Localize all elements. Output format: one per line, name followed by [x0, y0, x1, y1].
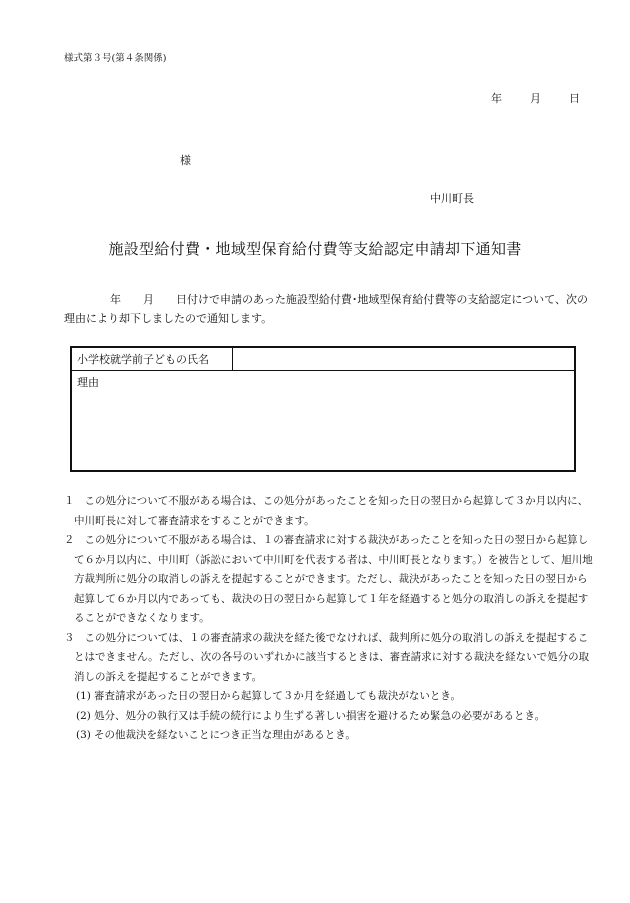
issuer: 中川町長	[430, 192, 474, 205]
note-text: この処分については、１の審査請求の裁決を経た後でなければ、裁判所に処分の取消しの訴えを提起することはできません。ただし、次の各号のいずれかに該当するときは、審査請求に対する裁決を経ないで処分の取消しの訴えを提起することができます。	[74, 631, 590, 683]
reason-cell	[71, 371, 575, 472]
intro-paragraph	[64, 290, 594, 328]
note-item	[64, 492, 594, 531]
addressee-suffix: 様	[180, 154, 191, 167]
note-number: ２	[64, 534, 75, 546]
note-number: １	[64, 495, 75, 507]
note-item	[64, 629, 594, 688]
form-number: 様式第３号(第４条関係)	[64, 53, 167, 64]
intro-month: 月	[143, 293, 154, 306]
sub-item-text: 処分、処分の執行又は手続の続行により生ずる著しい損害を避けるため緊急の必要があるとき。	[94, 709, 546, 722]
note-number: ３	[64, 631, 75, 644]
note-item	[64, 531, 594, 629]
sub-item	[64, 687, 594, 707]
date-month: 月	[530, 92, 541, 105]
note-text: この処分について不服がある場合は、１の審査請求に対する裁決があったことを知った日の翌日から起算して６か月以内に、中川町（訴訟において中川町を代表する者は、中川町長となります。）を被告として、旭川地方裁判所に処分の取消しの訴えを提起することができます。ただし、裁決があったことを知った日の翌日から起算して６か月以内であっても、裁決の日の翌日から起算して１年を経過すると処分の取消しの訴えを提起することができなくなります。	[74, 534, 593, 624]
sub-item-number: (3)	[76, 729, 91, 741]
note-text: この処分について不服がある場合は、この処分があったことを知った日の翌日から起算して３か月以内に、中川町長に対して審査請求をすることができます。	[74, 495, 589, 527]
intro-year: 年	[110, 293, 121, 306]
notes-section	[64, 492, 594, 746]
sub-item-number: (1)	[76, 690, 91, 702]
sub-item	[64, 707, 594, 727]
child-name-label: 小学校就学前子どもの氏名	[71, 347, 233, 371]
sub-item-number: (2)	[76, 709, 91, 722]
sub-item-text: 審査請求があった日の翌日から起算して３か月を経過しても裁決がないとき。	[94, 690, 461, 702]
reason-label: 理由	[77, 376, 99, 389]
sub-item-text: その他裁決を経ないことにつき正当な理由があるとき。	[94, 729, 356, 741]
date-line	[491, 90, 580, 106]
info-table	[70, 346, 576, 472]
date-day: 日	[569, 92, 580, 105]
intro-text: 日付けで申請のあった施設型給付費･地域型保育給付費等の支給認定について、次の理由により却下しましたので通知します。	[64, 293, 588, 325]
document-title: 施設型給付費・地域型保育給付費等支給認定申請却下通知書	[108, 240, 522, 258]
child-name-value	[233, 347, 576, 371]
date-year: 年	[491, 92, 502, 105]
sub-item	[64, 726, 594, 746]
